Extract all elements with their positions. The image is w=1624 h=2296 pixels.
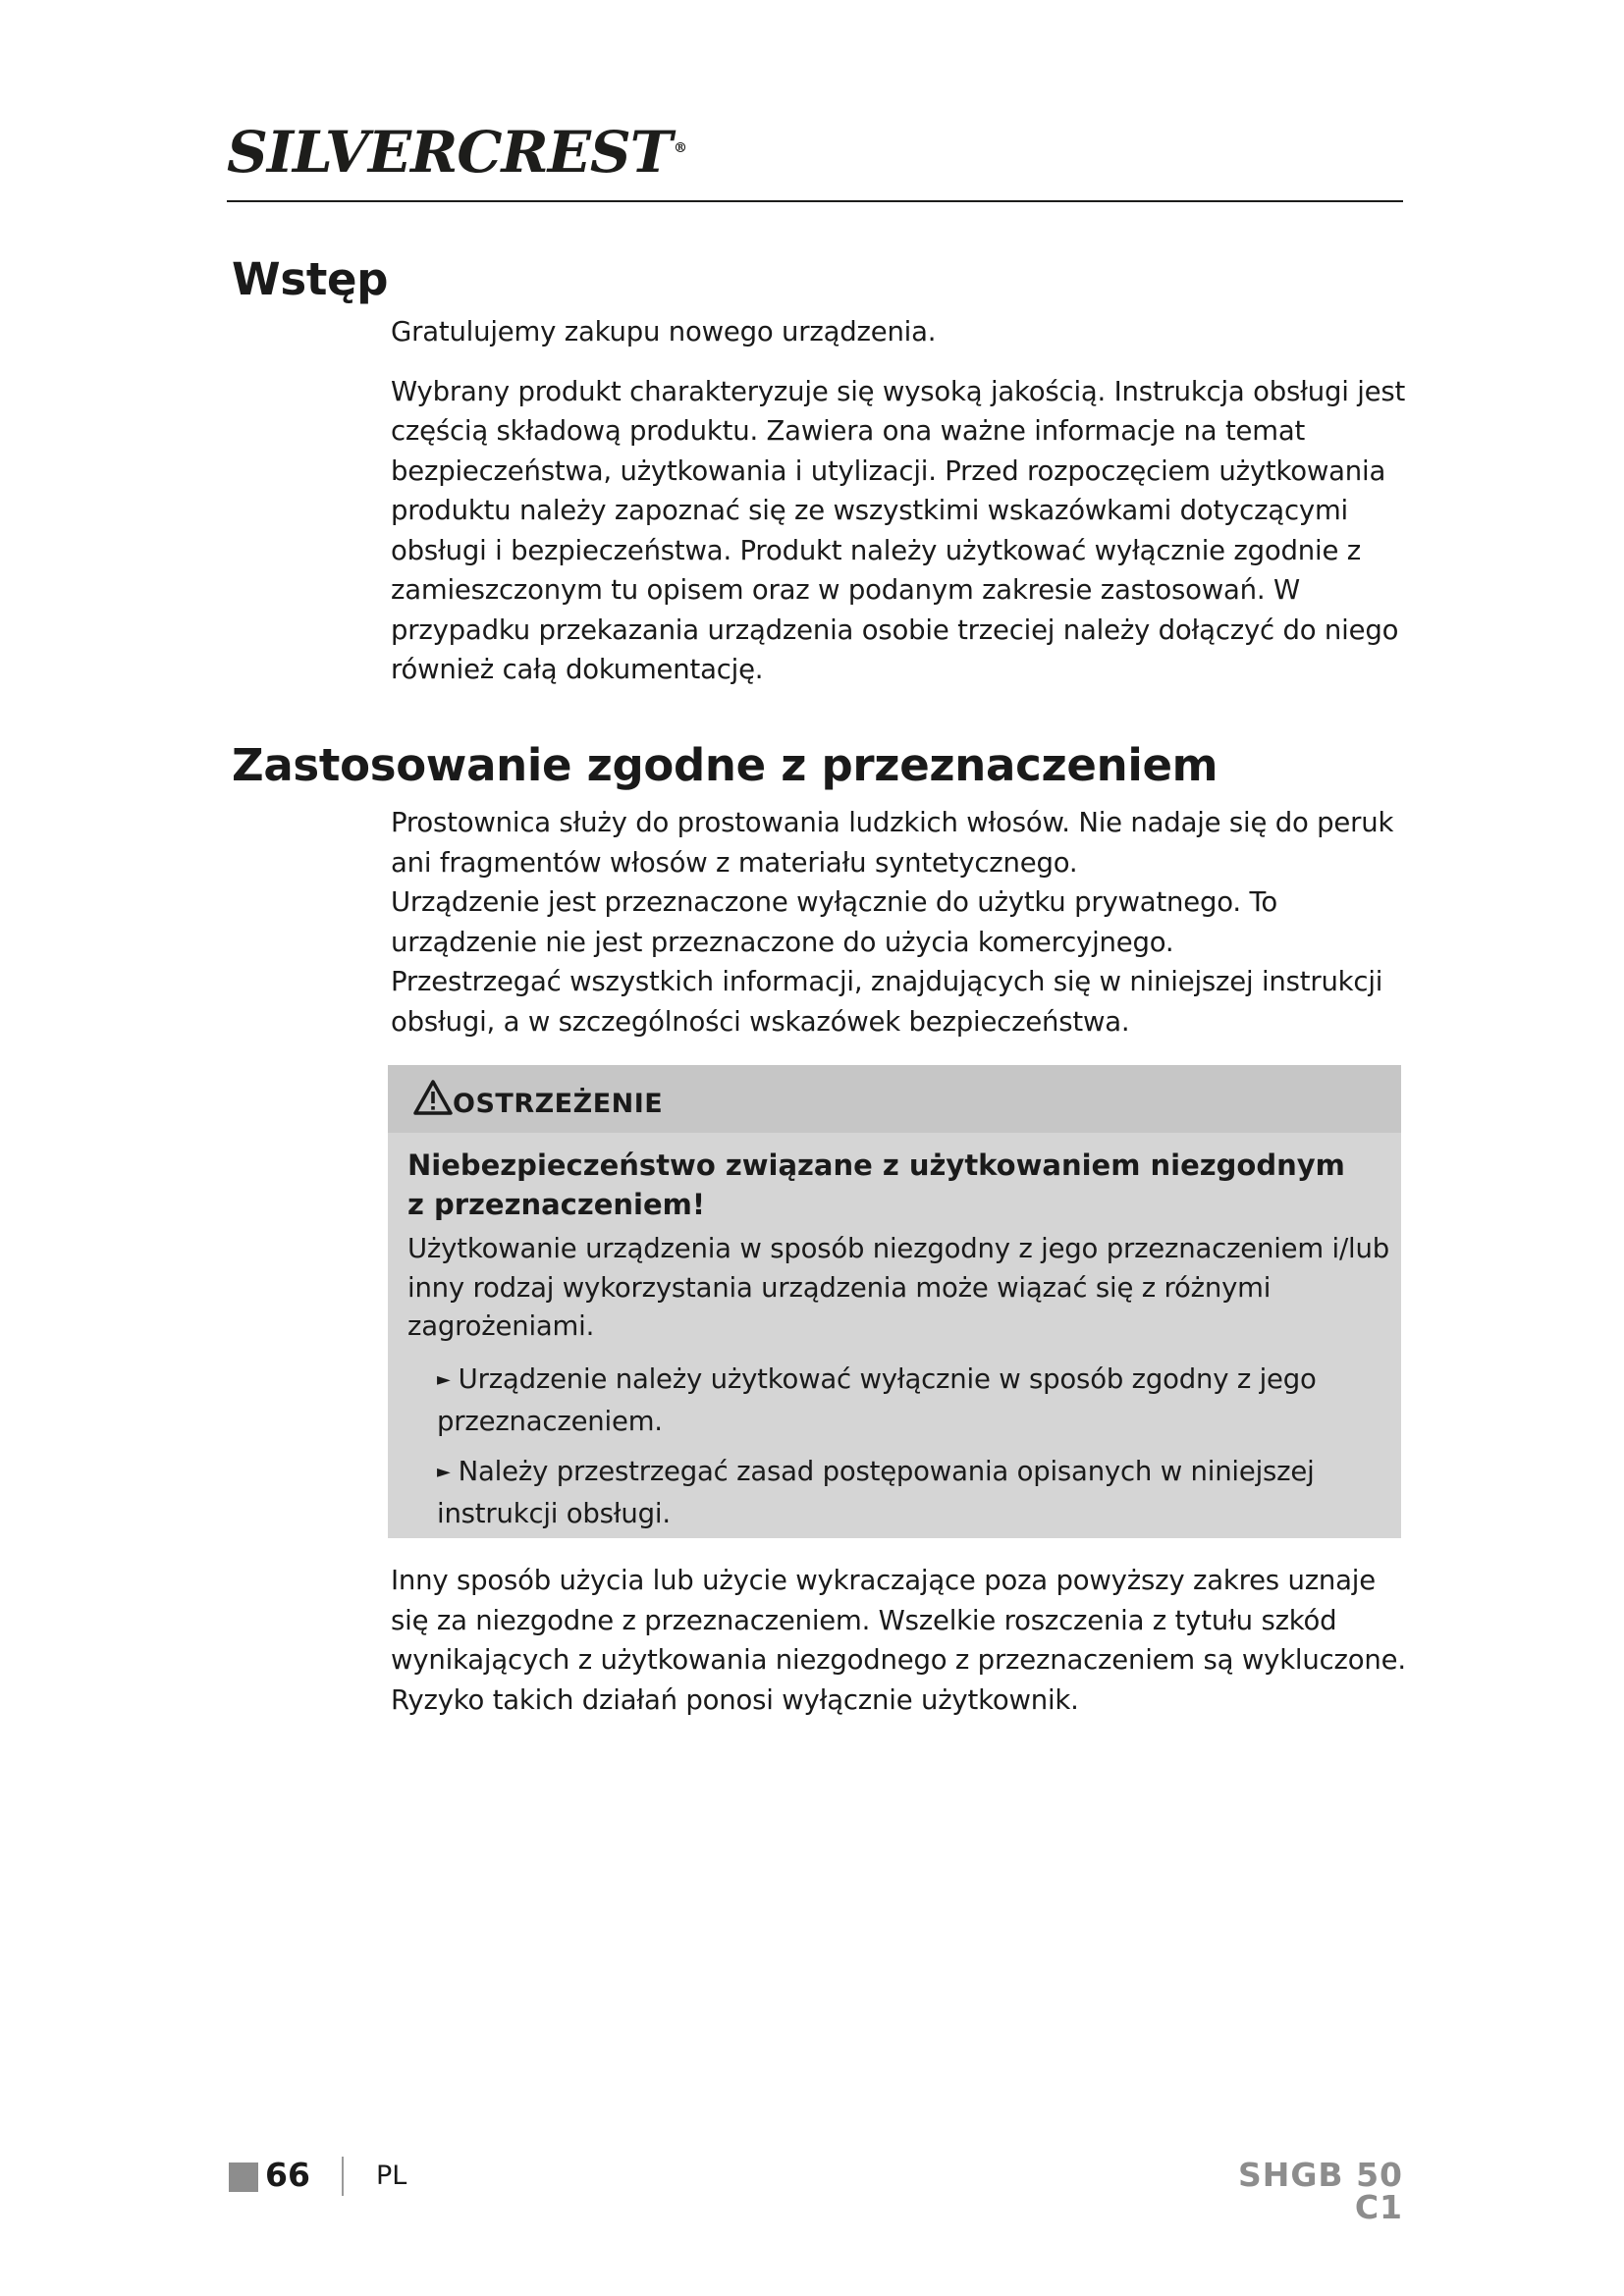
language-code: PL (376, 2161, 407, 2191)
header-rule (227, 200, 1403, 202)
warning-bullet (437, 1453, 1399, 1533)
warning-subtitle: Niebezpieczeństwo związane z użytkowaniem niezgodnym z przeznaczeniem! (407, 1148, 1345, 1221)
intro-heading: Wstęp (232, 253, 389, 305)
intended-use-line: Przestrzegać wszystkich informacji, znajdujących się w niniejszej instrukcji obsługi, a w szczególności wskazówek bezpieczeństwa. (391, 966, 1383, 1038)
warning-title: OSTRZEŻENIE (453, 1089, 664, 1119)
intro-text (391, 312, 1412, 690)
intended-use-text (391, 803, 1412, 1041)
registered-mark: ® (673, 139, 686, 156)
warning-header (388, 1065, 1401, 1133)
bullet-arrow-icon: ► (437, 1369, 451, 1390)
intro-paragraph: Wybrany produkt charakteryzuje się wysoką jakością. Instrukcja obsługi jest częścią składową produktu. Zawiera ona ważne informacje na temat bezpieczeństwa, użytkowania i utylizacji. Przed rozpoczęciem użytkowania produktu należy zapoznać się ze wszystkimi wskazówkami dotyczącymi obsługi i bezpieczeństwa. Produkt należy użytkować wyłącznie zgodnie z zamieszczonym tu opisem oraz w podanym zakresie zastosowań. W przypadku przekazania urządzenia osobie trzeciej należy dołączyć do niego również całą dokumentację. (391, 375, 1406, 685)
warning-bullet (437, 1361, 1399, 1441)
warning-body: Użytkowanie urządzenia w sposób niezgodny z jego przeznaczeniem i/lub inny rodzaj wykorzystania urządzenia może wiązać się z różnymi zagrożeniami. (407, 1233, 1389, 1342)
intended-use-line: Prostownica służy do prostowania ludzkich włosów. Nie nadaje się do peruk ani fragmentów włosów z materiału syntetycznego. (391, 807, 1394, 879)
closing-text (391, 1561, 1412, 1720)
brand-logo (227, 119, 686, 186)
footer-separator (342, 2157, 344, 2196)
intended-use-line: Urządzenie jest przeznaczone wyłącznie do użytku prywatnego. To urządzenie nie jest przeznaczone do użycia komercyjnego. (391, 886, 1278, 958)
brand-name: SILVERCREST (227, 119, 672, 186)
warning-bullet-text: Urządzenie należy użytkować wyłącznie w sposób zgodny z jego przeznaczeniem. (437, 1363, 1317, 1437)
bullet-arrow-icon: ► (437, 1462, 451, 1482)
warning-triangle-icon (412, 1079, 454, 1116)
page-number: 66 (265, 2156, 310, 2194)
intro-paragraph: Gratulujemy zakupu nowego urządzenia. (391, 316, 937, 347)
closing-paragraph: Inny sposób użycia lub użycie wykraczające poza powyższy zakres uznaje się za niezgodne z przeznaczeniem. Wszelkie roszczenia z tytułu szkód wynikających z użytkowania niezgodnego z przeznaczeniem są wykluczone. Ryzyko takich działań ponosi wyłącznie użytkownik. (391, 1565, 1406, 1716)
model-number: SHGB 50 C1 (1237, 2156, 1403, 2226)
warning-bullet-text: Należy przestrzegać zasad postępowania opisanych w niniejszej instrukcji obsługi. (437, 1456, 1315, 1529)
footer-square-marker (229, 2163, 258, 2192)
intended-use-heading: Zastosowanie zgodne z przeznaczeniem (232, 739, 1218, 791)
warning-box (388, 1065, 1401, 1538)
